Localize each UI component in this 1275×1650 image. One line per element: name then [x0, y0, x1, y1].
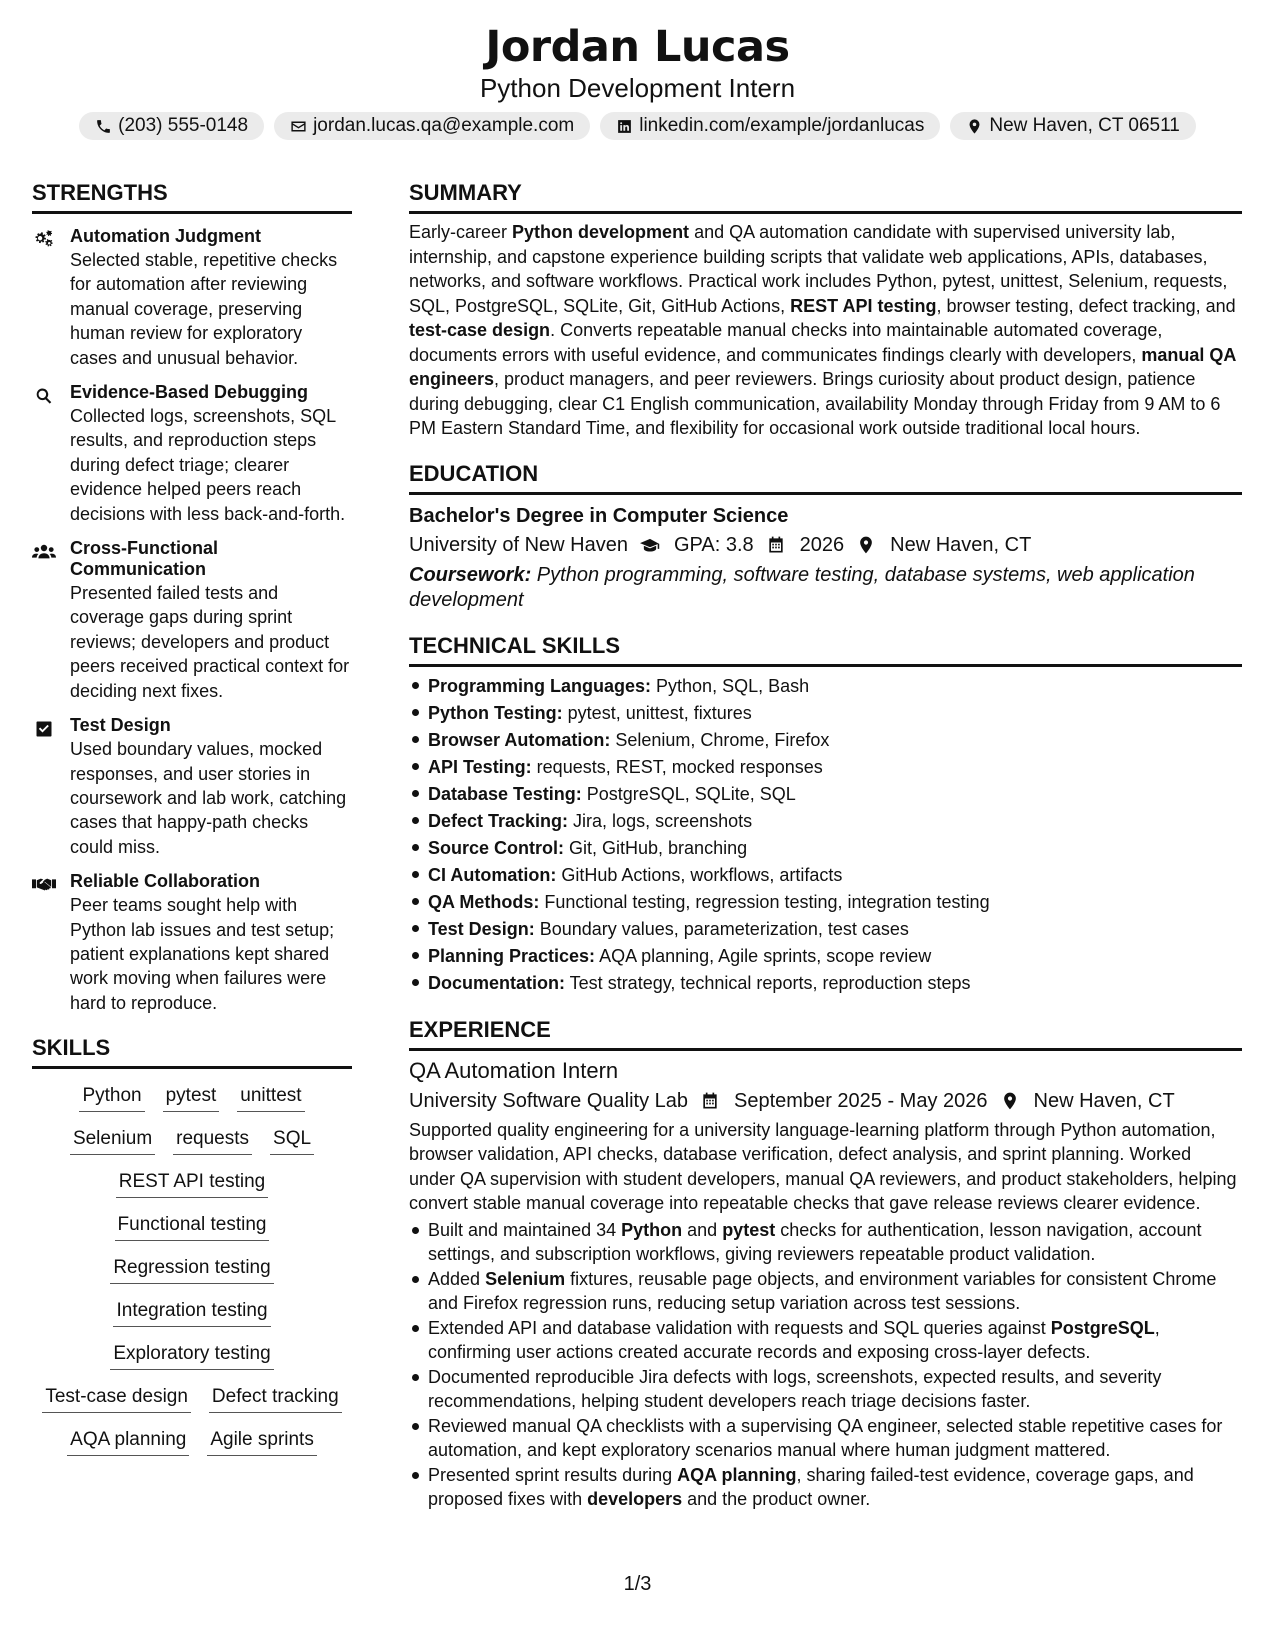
- company-name: University Software Quality Lab: [409, 1089, 689, 1112]
- text-run: . Converts repeatable manual checks into maintainable automated coverage, documents errors with useful evidence, and communicates findings clearly with developers,: [409, 320, 1163, 365]
- candidate-name: Jordan Lucas: [485, 22, 790, 72]
- handshake-icon: [32, 875, 56, 895]
- strength-desc: Used boundary values, mocked responses, and user stories in coursework and lab work, catching cases that happy-path checks could miss.: [70, 739, 347, 857]
- strength-item: [32, 226, 352, 370]
- map-pin-icon: [966, 118, 983, 135]
- phone-icon: [95, 118, 112, 135]
- strength-item: [32, 538, 352, 703]
- job-location: New Haven, CT: [1033, 1089, 1175, 1112]
- school-location: New Haven, CT: [890, 533, 1032, 556]
- strength-title: Evidence-Based Debugging: [70, 382, 309, 403]
- text-run: , product managers, and peer reviewers. Brings curiosity about product design, patience during debugging, clear C1 English communication, availability Monday through Friday from 9 AM to 6 PM Eastern Standard Time, and flexibility for occasional work outside traditional local hours.: [409, 369, 1221, 438]
- skill-label: Defect Tracking:: [428, 810, 569, 831]
- skill-tag: unittest: [237, 1083, 304, 1112]
- text-run: and the product owner.: [682, 1489, 871, 1509]
- skill-label: Browser Automation:: [428, 729, 611, 750]
- list-item: [409, 1414, 1242, 1463]
- list-item: [409, 970, 1242, 997]
- strength-desc: Collected logs, screenshots, SQL results, and reproduction steps during defect triage; clearer evidence helped peers reach decisions with less back-and-forth.: [70, 406, 346, 524]
- skill-value: Git, GitHub, branching: [564, 837, 748, 858]
- skill-tag: Integration testing: [113, 1298, 270, 1327]
- contact-email[interactable]: [274, 112, 590, 140]
- linkedin-icon: [616, 118, 633, 135]
- gpa: GPA: 3.8: [673, 533, 754, 556]
- skill-tag: pytest: [163, 1083, 220, 1112]
- search-icon: [32, 386, 56, 406]
- bold-text: manual QA engineers: [409, 344, 1236, 389]
- calendar-icon: [766, 535, 786, 555]
- skill-tag: Test-case design: [42, 1384, 191, 1413]
- coursework-label: Coursework:: [409, 563, 532, 586]
- technical-skills-list: [409, 673, 1242, 997]
- text-run: Extended API and database validation with requests and SQL queries against: [428, 1317, 1051, 1338]
- bold-text: Python: [621, 1219, 683, 1240]
- skill-tag: Regression testing: [110, 1255, 273, 1284]
- skill-tag: SQL: [270, 1126, 314, 1155]
- list-item: [409, 1316, 1242, 1365]
- text-run: , confirming user actions created accurate records and exposing cross-layer defects.: [428, 1317, 1160, 1362]
- text-run: Presented sprint results during: [428, 1464, 678, 1485]
- list-item: [409, 916, 1242, 943]
- bold-text: Python development: [512, 222, 690, 242]
- text-run: Early-career: [409, 222, 513, 242]
- skill-value: Functional testing, regression testing, integration testing: [539, 891, 990, 912]
- skill-tag: Functional testing: [115, 1212, 270, 1241]
- skill-tag: Exploratory testing: [110, 1341, 273, 1370]
- users-icon: [32, 542, 56, 562]
- skills-heading: SKILLS: [32, 1033, 352, 1069]
- strength-desc: Peer teams sought help with Python lab issues and test setup; patient explanations kept shared work moving when failures were hard to reproduce.: [70, 895, 335, 1013]
- contact-location: [950, 112, 1195, 140]
- list-item: [409, 1267, 1242, 1316]
- list-item: [409, 754, 1242, 781]
- contact-bar: [0, 112, 1275, 140]
- contact-text: New Haven, CT 06511: [989, 115, 1180, 136]
- strength-item: [32, 871, 352, 1015]
- map-pin-icon: [1000, 1091, 1020, 1111]
- strength-desc: Presented failed tests and coverage gaps during sprint reviews; developers and product peers received practical context for deciding next fixes.: [70, 583, 350, 701]
- skill-label: Documentation:: [428, 972, 565, 993]
- summary-text: [409, 220, 1242, 441]
- skill-tag: Agile sprints: [207, 1427, 317, 1456]
- skill-tag: REST API testing: [116, 1169, 268, 1198]
- skill-label: QA Methods:: [428, 891, 540, 912]
- list-item: [409, 1218, 1242, 1267]
- list-item: [409, 781, 1242, 808]
- summary-heading: SUMMARY: [409, 178, 1242, 214]
- list-item: [409, 808, 1242, 835]
- coursework: [409, 563, 1242, 613]
- skill-tag: AQA planning: [67, 1427, 189, 1456]
- list-item: [409, 1463, 1242, 1512]
- skill-value: requests, REST, mocked responses: [531, 756, 823, 777]
- text-run: and QA automation candidate with supervised university lab, internship, and capstone experience building scripts that validate web applications, APIs, databases, networks, and software workflows. Practical work includes Python, pytest, unittest, Selenium, requests, SQL, PostgreSQL, SQLite, Git, GitHub Actions,: [409, 222, 1228, 316]
- job-title: QA Automation Intern: [409, 1057, 619, 1083]
- coursework-text: Python programming, software testing, database systems, web application development: [409, 563, 1195, 611]
- text-run: , sharing failed-test evidence, coverage gaps, and proposed fixes with: [428, 1464, 1194, 1509]
- list-item: [409, 700, 1242, 727]
- checkbox-icon: [32, 719, 56, 739]
- skill-tag: Python: [79, 1083, 144, 1112]
- job-bullets: [409, 1218, 1242, 1512]
- strength-title: Reliable Collaboration: [70, 871, 261, 892]
- text-run: Reviewed manual QA checklists with a supervising QA engineer, selected stable repetitive cases for automation, and kept exploratory scenarios manual where human judgment mattered.: [428, 1415, 1223, 1460]
- page-number: 1/3: [623, 1573, 652, 1595]
- skills-tags: [32, 1069, 352, 1456]
- skill-label: API Testing:: [428, 756, 532, 777]
- text-run: Added: [428, 1268, 486, 1289]
- skill-value: Python, SQL, Bash: [651, 675, 810, 696]
- contact-text: (203) 555-0148: [118, 115, 249, 136]
- graduation-cap-icon: [640, 535, 660, 555]
- education-meta: [409, 531, 1242, 559]
- envelope-icon: [290, 118, 307, 135]
- text-run: Built and maintained 34: [428, 1219, 622, 1240]
- skill-label: Planning Practices:: [428, 945, 596, 966]
- skill-label: Programming Languages:: [428, 675, 652, 696]
- bold-text: developers: [587, 1489, 683, 1509]
- bold-text: AQA planning: [677, 1464, 797, 1485]
- school-name: University of New Haven: [409, 533, 628, 556]
- job-summary: Supported quality engineering for a university language-learning platform through Python automation, browser validation, API checks, database verification, defect analysis, and sprint planning. Worked under QA supervision with student developers, manual QA reviewers, and product stakeholders, helping convert stable manual coverage into repeatable checks that gave release reviews clearer evidence.: [409, 1119, 1237, 1213]
- candidate-title: Python Development Intern: [479, 73, 796, 103]
- contact-linkedin[interactable]: [600, 112, 940, 140]
- degree-title: Bachelor's Degree in Computer Science: [409, 504, 789, 527]
- experience-heading: EXPERIENCE: [409, 1015, 1242, 1051]
- right-column: [409, 178, 1242, 1512]
- strength-item: [32, 715, 352, 859]
- job-dates: September 2025 - May 2026: [734, 1089, 988, 1112]
- strength-title: Cross-Functional Communication: [70, 538, 219, 580]
- job-meta: [409, 1087, 1242, 1115]
- skill-value: GitHub Actions, workflows, artifacts: [556, 864, 843, 885]
- left-column: [32, 178, 352, 1456]
- strength-title: Test Design: [70, 715, 171, 736]
- skill-value: Boundary values, parameterization, test cases: [534, 918, 909, 939]
- contact-text: jordan.lucas.qa@example.com: [313, 115, 575, 136]
- list-item: [409, 943, 1242, 970]
- bold-text: REST API testing: [790, 295, 937, 316]
- skill-label: Source Control:: [428, 837, 565, 858]
- strength-title: Automation Judgment: [70, 226, 261, 246]
- strengths-heading: STRENGTHS: [32, 178, 352, 214]
- contact-phone[interactable]: [79, 112, 264, 140]
- skill-value: Jira, logs, screenshots: [568, 810, 753, 831]
- text-run: fixtures, reusable page objects, and environment variables for consistent Chrome and Firefox regression runs, reducing setup variation across test sessions.: [428, 1268, 1217, 1313]
- bold-text: Selenium: [485, 1268, 566, 1289]
- list-item: [409, 1365, 1242, 1414]
- list-item: [409, 727, 1242, 754]
- education-heading: EDUCATION: [409, 459, 1242, 495]
- text-run: Documented reproducible Jira defects with logs, screenshots, expected results, and severity recommendations, helping student developers reach triage decisions faster.: [428, 1366, 1162, 1411]
- skill-value: AQA planning, Agile sprints, scope review: [595, 945, 932, 966]
- technical-skills-heading: TECHNICAL SKILLS: [409, 631, 1242, 667]
- skill-value: PostgreSQL, SQLite, SQL: [581, 783, 796, 804]
- skill-tag: requests: [173, 1126, 252, 1155]
- list-item: [409, 862, 1242, 889]
- bold-text: pytest: [722, 1219, 776, 1240]
- calendar-icon: [700, 1091, 720, 1111]
- contact-text: linkedin.com/example/jordanlucas: [639, 115, 925, 136]
- gears-icon: [32, 230, 56, 250]
- skill-value: Test strategy, technical reports, reproduction steps: [565, 972, 971, 993]
- graduation-year: 2026: [799, 533, 845, 556]
- skill-label: Python Testing:: [428, 702, 563, 723]
- text-run: checks for authentication, lesson navigation, account settings, and subscription workflows, giving reviewers repeatable product validation.: [428, 1219, 1202, 1264]
- map-pin-icon: [856, 535, 876, 555]
- text-run: , browser testing, defect tracking, and: [936, 295, 1236, 316]
- skill-tag: Defect tracking: [209, 1384, 342, 1413]
- bold-text: PostgreSQL: [1050, 1317, 1155, 1338]
- strength-item: [32, 382, 352, 526]
- text-run: and: [682, 1219, 723, 1240]
- bold-text: test-case design: [409, 320, 551, 340]
- list-item: [409, 889, 1242, 916]
- skill-label: Database Testing:: [428, 783, 582, 804]
- skill-label: CI Automation:: [428, 864, 557, 885]
- list-item: [409, 835, 1242, 862]
- skill-tag: Selenium: [70, 1126, 155, 1155]
- list-item: [409, 673, 1242, 700]
- strength-desc: Selected stable, repetitive checks for automation after reviewing manual coverage, preserving human review for exploratory cases and unusual behavior.: [70, 250, 338, 368]
- skill-value: Selenium, Chrome, Firefox: [610, 729, 830, 750]
- resume-header: [0, 22, 1275, 140]
- skill-label: Test Design:: [428, 918, 535, 939]
- skill-value: pytest, unittest, fixtures: [562, 702, 752, 723]
